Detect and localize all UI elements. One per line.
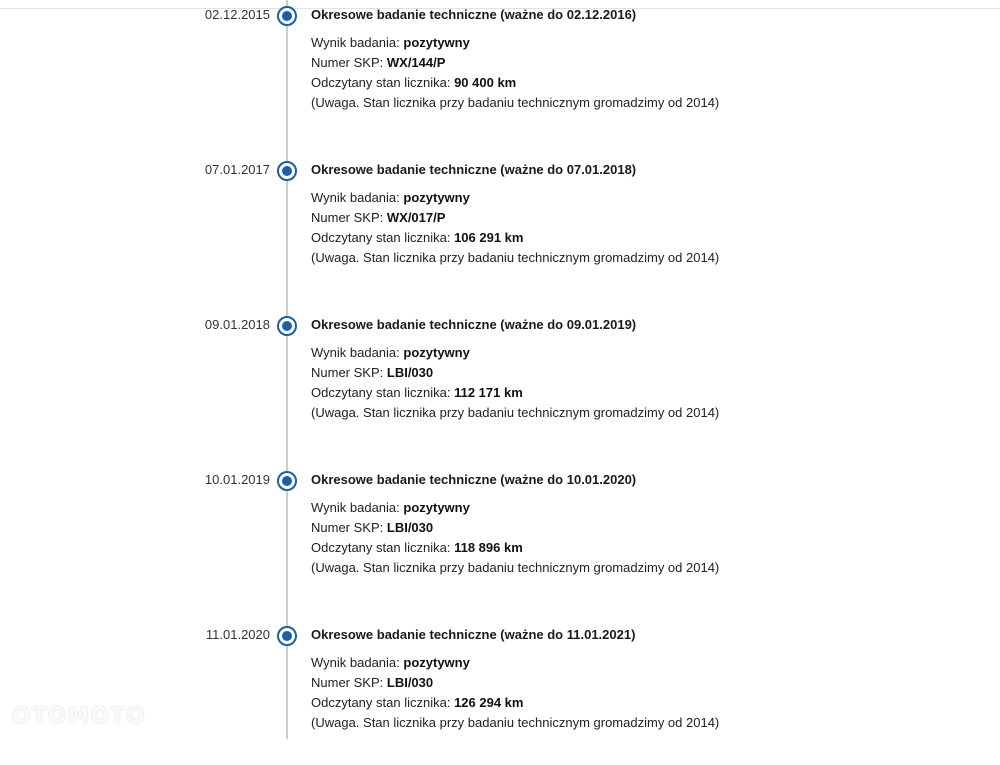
entry-date: 10.01.2019 — [204, 472, 270, 487]
entry-title: Okresowe badanie techniczne (ważne do 09.01.2019) — [311, 317, 637, 332]
odometer-row — [311, 383, 719, 403]
result-label: Wynik badania: — [311, 655, 400, 670]
skp-label: Numer SKP: — [311, 675, 384, 690]
odometer-row — [311, 73, 719, 93]
result-row — [311, 33, 719, 53]
entry-details — [311, 188, 719, 268]
skp-row — [311, 363, 719, 383]
timeline-marker-icon — [277, 471, 297, 491]
skp-value: LBI/030 — [386, 365, 434, 380]
entry-details — [311, 653, 719, 733]
timeline-marker-icon — [277, 161, 297, 181]
odometer-note: (Uwaga. Stan licznika przy badaniu technicznym gromadzimy od 2014) — [311, 560, 720, 575]
skp-value: LBI/030 — [386, 520, 434, 535]
timeline-entry — [0, 160, 1000, 300]
result-row — [311, 343, 719, 363]
timeline-marker-icon — [277, 316, 297, 336]
odometer-label: Odczytany stan licznika: — [311, 385, 451, 400]
skp-label: Numer SKP: — [311, 365, 384, 380]
result-value: pozytywny — [403, 345, 470, 360]
odometer-label: Odczytany stan licznika: — [311, 75, 451, 90]
odometer-row — [311, 538, 719, 558]
entry-title: Okresowe badanie techniczne (ważne do 02.12.2016) — [311, 7, 637, 22]
odometer-value: 126 294 km — [454, 695, 524, 710]
skp-row — [311, 53, 719, 73]
entry-date: 07.01.2017 — [204, 162, 270, 177]
skp-row — [311, 208, 719, 228]
timeline-entry — [0, 470, 1000, 610]
timeline-entry — [0, 315, 1000, 455]
result-label: Wynik badania: — [311, 35, 400, 50]
entry-details — [311, 343, 719, 423]
result-row — [311, 653, 719, 673]
watermark-logo: OTOMOTO — [12, 704, 146, 729]
timeline-entry — [0, 5, 1000, 145]
odometer-value: 112 171 km — [454, 385, 523, 400]
result-value: pozytywny — [403, 190, 470, 205]
entry-title: Okresowe badanie techniczne (ważne do 07.01.2018) — [311, 162, 637, 177]
entry-date: 09.01.2018 — [204, 317, 270, 332]
odometer-value: 118 896 km — [454, 540, 523, 555]
skp-value: WX/017/P — [386, 210, 446, 225]
result-row — [311, 498, 719, 518]
odometer-label: Odczytany stan licznika: — [311, 695, 451, 710]
entry-date: 02.12.2015 — [204, 7, 270, 22]
result-value: pozytywny — [403, 35, 470, 50]
result-row — [311, 188, 719, 208]
entry-title: Okresowe badanie techniczne (ważne do 11.01.2021) — [311, 627, 636, 642]
skp-label: Numer SKP: — [311, 520, 384, 535]
timeline-marker-icon — [277, 626, 297, 646]
skp-label: Numer SKP: — [311, 210, 384, 225]
odometer-label: Odczytany stan licznika: — [311, 230, 451, 245]
entry-date: 11.01.2020 — [205, 627, 270, 642]
odometer-value: 90 400 km — [454, 75, 517, 90]
skp-label: Numer SKP: — [311, 55, 384, 70]
result-value: pozytywny — [403, 655, 470, 670]
odometer-value: 106 291 km — [454, 230, 524, 245]
entry-details — [311, 33, 719, 113]
entry-title: Okresowe badanie techniczne (ważne do 10.01.2020) — [311, 472, 637, 487]
entry-details — [311, 498, 719, 578]
result-label: Wynik badania: — [311, 500, 400, 515]
odometer-note: (Uwaga. Stan licznika przy badaniu technicznym gromadzimy od 2014) — [311, 95, 720, 110]
skp-value: LBI/030 — [386, 675, 434, 690]
odometer-row — [311, 693, 719, 713]
skp-row — [311, 518, 719, 538]
odometer-row — [311, 228, 719, 248]
result-label: Wynik badania: — [311, 190, 400, 205]
odometer-note: (Uwaga. Stan licznika przy badaniu technicznym gromadzimy od 2014) — [311, 405, 720, 420]
odometer-note: (Uwaga. Stan licznika przy badaniu technicznym gromadzimy od 2014) — [311, 715, 720, 730]
skp-row — [311, 673, 719, 693]
odometer-note: (Uwaga. Stan licznika przy badaniu technicznym gromadzimy od 2014) — [311, 250, 720, 265]
result-value: pozytywny — [403, 500, 470, 515]
timeline-marker-icon — [277, 6, 297, 26]
skp-value: WX/144/P — [386, 55, 446, 70]
timeline-entry — [0, 625, 1000, 765]
odometer-label: Odczytany stan licznika: — [311, 540, 451, 555]
result-label: Wynik badania: — [311, 345, 400, 360]
